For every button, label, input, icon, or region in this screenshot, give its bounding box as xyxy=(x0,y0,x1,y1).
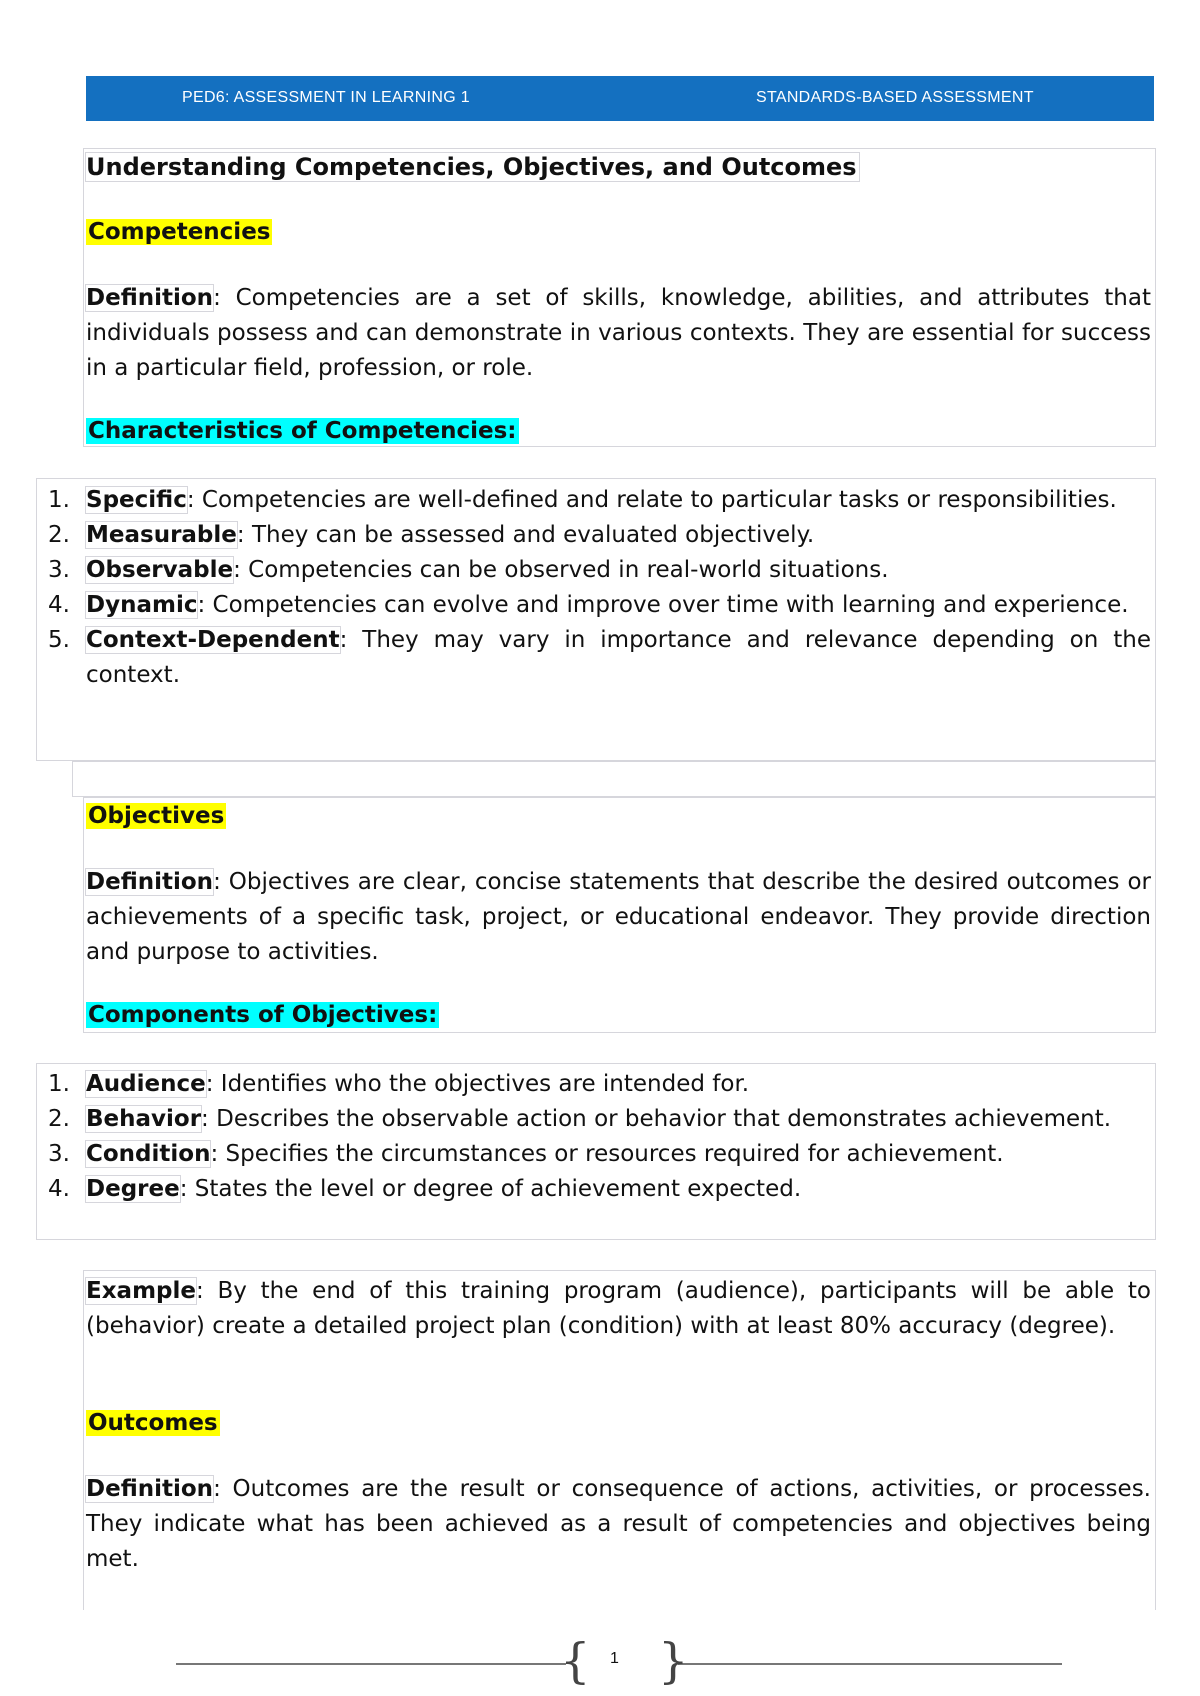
footer-right-brace-icon: } xyxy=(658,1633,689,1689)
definition-term: Definition xyxy=(86,285,214,311)
components-list xyxy=(36,1067,1151,1207)
list-term: Specific xyxy=(86,487,187,513)
list-term: Measurable xyxy=(86,522,237,548)
list-number: 2. xyxy=(48,1106,70,1132)
list-item xyxy=(36,518,1151,553)
list-item xyxy=(36,1137,1151,1172)
characteristics-heading-text: Characteristics of Competencies xyxy=(88,418,508,444)
page-header-bar xyxy=(86,76,1154,121)
list-number: 4. xyxy=(48,592,70,618)
outcomes-definition xyxy=(86,1472,1151,1577)
list-term: Audience xyxy=(86,1071,206,1097)
definition-term: Definition xyxy=(86,1476,214,1502)
footer-rule-right xyxy=(678,1663,1062,1665)
list-text: : Competencies can be observed in real-world situations. xyxy=(233,557,889,583)
components-heading-line xyxy=(86,998,1151,1033)
list-term: Context-Dependent xyxy=(86,627,340,653)
list-text: : They may vary in importance and relevance depending on the context. xyxy=(86,627,1151,688)
document-title-line xyxy=(86,150,1151,185)
list-item xyxy=(36,483,1151,518)
list-number: 3. xyxy=(48,1141,70,1167)
definition-text: : Objectives are clear, concise statements that describe the desired outcomes or achievements of a specific task, project, or educational endeavor. They provide direction and purpose to activities. xyxy=(86,869,1151,965)
competencies-heading: Competencies xyxy=(88,219,271,245)
header-course-title: PED6: ASSESSMENT IN LEARNING 1 xyxy=(182,89,470,106)
example-term: Example xyxy=(86,1278,196,1304)
list-text: : Competencies are well-defined and relate to particular tasks or responsibilities. xyxy=(186,487,1117,513)
spacer-box xyxy=(72,761,1156,797)
list-text: : Specifies the circumstances or resources required for achievement. xyxy=(210,1141,1004,1167)
list-text: : States the level or degree of achievement expected. xyxy=(179,1176,802,1202)
objectives-example xyxy=(86,1274,1151,1344)
list-term: Dynamic xyxy=(86,592,198,618)
header-section-title: STANDARDS-BASED ASSESSMENT xyxy=(756,89,1034,106)
list-term: Degree xyxy=(86,1176,180,1202)
list-number: 1. xyxy=(48,1071,70,1097)
definition-text: : Competencies are a set of skills, knowledge, abilities, and attributes that individuals possess and can demonstrate in various contexts. They are essential for success in a particular field, profession, or role. xyxy=(86,285,1151,381)
components-heading-colon: : xyxy=(428,1002,438,1028)
document-title: Understanding Competencies, Objectives, and Outcomes xyxy=(86,153,857,181)
list-text: : Competencies can evolve and improve over time with learning and experience. xyxy=(197,592,1129,618)
outcomes-heading: Outcomes xyxy=(88,1410,218,1436)
page-number: 1 xyxy=(610,1650,619,1667)
list-number: 2. xyxy=(48,522,70,548)
definition-term: Definition xyxy=(86,869,214,895)
components-heading xyxy=(86,1002,439,1028)
objectives-heading-line xyxy=(86,799,1151,834)
list-item xyxy=(36,1172,1151,1207)
list-item xyxy=(36,1067,1151,1102)
list-text: : They can be assessed and evaluated objectively. xyxy=(236,522,815,548)
components-heading-text: Components of Objectives xyxy=(88,1002,429,1028)
footer-rule-left xyxy=(176,1663,566,1665)
list-text: : Describes the observable action or behavior that demonstrates achievement. xyxy=(201,1106,1112,1132)
definition-text: : Outcomes are the result or consequence of actions, activities, or processes. They indicate what has been achieved as a result of competencies and objectives being met. xyxy=(86,1476,1151,1572)
list-item xyxy=(36,588,1151,623)
list-term: Observable xyxy=(86,557,234,583)
list-item xyxy=(36,1102,1151,1137)
characteristics-heading-colon: : xyxy=(507,418,517,444)
list-number: 3. xyxy=(48,557,70,583)
objectives-definition xyxy=(86,865,1151,970)
list-number: 1. xyxy=(48,487,70,513)
example-text: : By the end of this training program (audience), participants will be able to (behavior) create a detailed project plan (condition) with at least 80% accuracy (degree). xyxy=(86,1278,1151,1339)
footer-left-brace-icon: { xyxy=(560,1633,591,1689)
competencies-heading-line xyxy=(86,215,1151,250)
list-item xyxy=(36,553,1151,588)
characteristics-heading xyxy=(86,418,519,444)
list-term: Condition xyxy=(86,1141,211,1167)
outcomes-heading-line xyxy=(86,1406,1151,1441)
competencies-definition xyxy=(86,281,1151,386)
list-number: 5. xyxy=(48,627,70,653)
characteristics-heading-line xyxy=(86,414,1151,449)
characteristics-list xyxy=(36,483,1151,693)
list-item xyxy=(36,623,1151,693)
objectives-heading: Objectives xyxy=(88,803,225,829)
list-number: 4. xyxy=(48,1176,70,1202)
list-term: Behavior xyxy=(86,1106,202,1132)
list-text: : Identifies who the objectives are intended for. xyxy=(205,1071,750,1097)
